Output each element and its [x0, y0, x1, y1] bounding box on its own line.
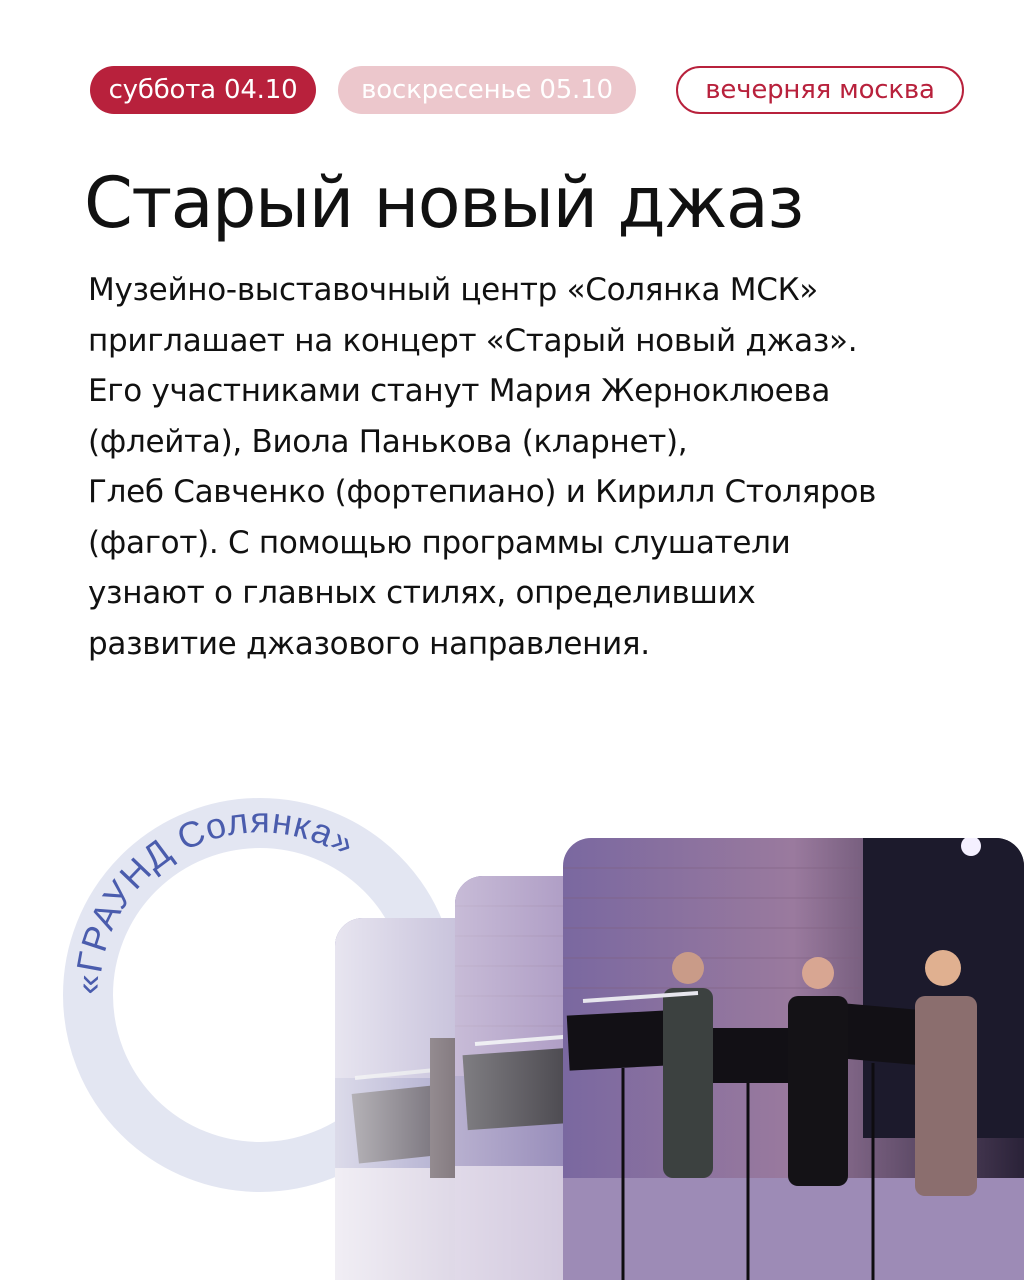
concert-photo-front [563, 838, 1024, 1280]
description-line: (флейта), Виола Панькова (кларнет), [88, 423, 688, 460]
description-line: Его участниками станут Мария Жерноклюева [88, 373, 831, 409]
date-tab-saturday[interactable] [90, 66, 316, 114]
brand-badge [676, 66, 964, 114]
description-line: Глеб Савченко (фортепиано) и Кирилл Столяров [88, 474, 877, 510]
ring-label-path: «ГРАУНД Солянка» [66, 799, 363, 996]
page-title: Старый новый джаз [84, 162, 803, 244]
description-line: приглашает на концерт «Старый новый джаз». [88, 322, 858, 359]
brand-badge-label: вечерняя москва [705, 75, 935, 105]
date-tab-sunday-label: воскресенье 05.10 [361, 75, 613, 105]
description-line: Музейно-выставочный центр «Солянка МСК» [88, 272, 818, 308]
event-description [88, 265, 968, 669]
description-line: узнают о главных стилях, определивших [88, 575, 756, 611]
description-line: развитие джазового направления. [88, 625, 650, 662]
date-tab-sunday[interactable] [338, 66, 636, 114]
description-line: (фагот). С помощью программы слушатели [88, 524, 791, 561]
date-tab-saturday-label: суббота 04.10 [108, 75, 298, 105]
